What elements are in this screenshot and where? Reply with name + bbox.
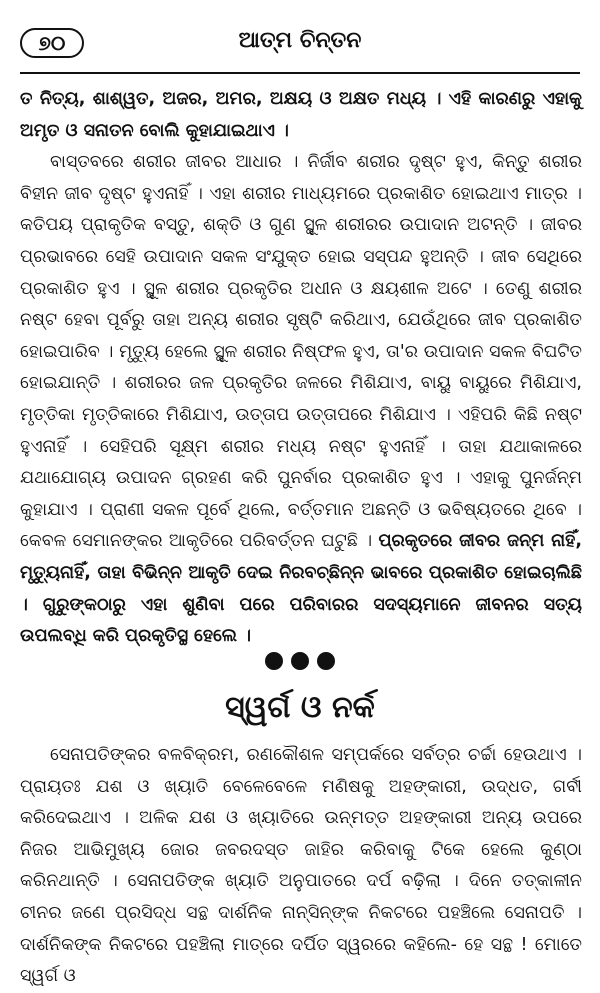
separator-dot-icon: [265, 652, 283, 670]
separator-dot-icon: [317, 652, 335, 670]
section-paragraph-1: ସେନାପତିଙ୍କର ବଳବିକ୍ରମ, ରଣକୌଶଳ ସମ୍ପର୍କରେ ସର୍ବତ୍ର ଚର୍ଚ୍ଚା ହେଉଥାଏ । ପ୍ରାୟତଃ ଯଶ ଓ ଖ୍ୟାତି ବେଳେବେଳେ ମଣିଷକୁ ଅହଙ୍କାରୀ, ଉଦ୍ଧତ, ଗର୍ବୀ କରିଦେଇଥାଏ । ଅଳିକ ଯଶ ଓ ଖ୍ୟାତିରେ ଉନ୍ମତ୍ତ ଅହଙ୍କାରୀ ଅନ୍ୟ ଉପରେ ନିଜର ଆଭିମୁଖ୍ୟ ଜୋର ଜବରଦସ୍ତ ଜାହିର କରିବାକୁ ଟିକେ ହେଲେ କୁଣ୍ଠା କରିନଥାନ୍ତି । ସେନାପତିଙ୍କ ଖ୍ୟାତି ଅନୁପାତରେ ଦର୍ପ ବଢ଼ିଲା । ଦିନେ ତତ୍କାଳୀନ ଚୀନର ଜଣେ ପ୍ରସିଦ୍ଧ ସନ୍ଥ ଦାର୍ଶନିକ ନାନ୍‌ସିନ୍‌ଙ୍କ ନିକଟରେ ପହଞ୍ଚିଲେ ସେନାପତି । ଦାର୍ଶନିକଙ୍କ ନିକଟରେ ପହଞ୍ଚିଲା ମାତ୍ରେ ଦର୍ପିତ ସ୍ୱରରେ କହିଲେ- ହେ ସନ୍ଥ ! ମୋତେ ସ୍ୱର୍ଗ ଓ: [20, 745, 582, 987]
paragraph-2: [20, 147, 582, 653]
section-separator: [0, 648, 600, 674]
running-title: ଆତ୍ମ ଚିନ୍ତନ: [238, 28, 362, 53]
page-number: ୭୦: [20, 28, 84, 58]
paragraph-2-bold: ପ୍ରକୃତରେ ଜୀବର ଜନ୍ମ ନାହିଁ, ମୃତ୍ୟୁନାହିଁ, ତାହା ବିଭିନ୍ନ ଆକୃତି ଦେଇ ନିରବଚ୍ଛିନ୍ନ ଭାବରେ ପ୍ରକାଶିତ ହୋଇଚାଲିଛି । ଗୁରୁଙ୍କଠାରୁ ଏହା ଶୁଣିବା ପରେ ପରିବାରର ସଦସ୍ୟମାନେ ଜୀବନର ସତ୍ୟ ଉପଲବ୍ଧି କରି ପ୍ରକୃତିସ୍ଥ ହେଲେ ।: [20, 531, 582, 647]
paragraph-2-regular: ବାସ୍ତବରେ ଶରୀର ଜୀବର ଆଧାର । ନିର୍ଜୀବ ଶରୀର ଦୃଷ୍ଟ ହୁଏ, କିନ୍ତୁ ଶରୀର ବିହୀନ ଜୀବ ଦୃଷ୍ଟ ହୁଏନାହିଁ । ଏହା ଶରୀର ମାଧ୍ୟମରେ ପ୍ରକାଶିତ ହୋଇଥାଏ ମାତ୍ର । କତିପୟ ପ୍ରାକୃତିକ ବସ୍ତୁ, ଶକ୍ତି ଓ ଗୁଣ ସ୍ଥୂଳ ଶରୀରର ଉପାଦାନ ଅଟନ୍ତି । ଜୀବର ପ୍ରଭାବରେ ସେହି ଉପାଦାନ ସକଳ ସଂଯୁକ୍ତ ହୋଇ ସସ୍ପନ୍ଦ ହୁଅନ୍ତି । ଜୀବ ସେଥିରେ ପ୍ରକାଶିତ ହୁଏ । ସ୍ଥୂଳ ଶରୀର ପ୍ରକୃତିର ଅଧୀନ ଓ କ୍ଷୟଶୀଳ ଅଟେ । ତେଣୁ ଶରୀର ନଷ୍ଟ ହେବା ପୂର୍ବରୁ ତାହା ଅନ୍ୟ ଶରୀର ସୃଷ୍ଟି କରିଥାଏ, ଯେଉଁଥିରେ ଜୀବ ପ୍ରକାଶିତ ହୋଇପାରିବ । ମୃତ୍ୟୁ ହେଲେ ସ୍ଥୂଳ ଶରୀର ନିଷ୍ଫଳ ହୁଏ, ତା'ର ଉପାଦାନ ସକଳ ବିଘଟିତ ହୋଇଯାନ୍ତି । ଶରୀରର ଜଳ ପ୍ରକୃତିର ଜଳରେ ମିଶିଯାଏ, ବାୟୁ ବାୟୁରେ ମିଶିଯାଏ, ମୃତ୍ତିକା ମୃତ୍ତିକାରେ ମିଶିଯାଏ, ଉତ୍ତାପ ଉତ୍ତାପରେ ମିଶିଯାଏ । ଏହିପରି କିଛି ନଷ୍ଟ ହୁଏନାହିଁ । ସେହିପରି ସୂକ୍ଷ୍ମ ଶରୀର ମଧ୍ୟ ନଷ୍ଟ ହୁଏନାହିଁ । ତାହା ଯଥାକାଳରେ ଯଥାଯୋଗ୍ୟ ଉପାଦନ ଗ୍ରହଣ କରି ପୁନର୍ବାର ପ୍ରକାଶିତ ହୁଏ । ଏହାକୁ ପୁନର୍ଜନ୍ମ କୁହାଯାଏ । ପ୍ରାଣୀ ସକଳ ପୂର୍ବେ ଥିଲେ, ବର୍ତ୍ତମାନ ଅଛନ୍ତି ଓ ଭବିଷ୍ୟତରେ ଥିବେ । କେବଳ ସେମାନଙ୍କର ଆକୃତିରେ ପରିବର୍ତ୍ତନ ଘଟୁଛି ।: [20, 152, 582, 552]
page-header: [20, 22, 580, 64]
body-text: [20, 84, 582, 653]
separator-dot-icon: [291, 652, 309, 670]
paragraph-1: ତ ନିତ୍ୟ, ଶାଶ୍ୱତ, ଅଜର, ଅମର, ଅକ୍ଷୟ ଓ ଅକ୍ଷତ ମଧ୍ୟ । ଏହି କାରଣରୁ ଏହାକୁ ଅମୃତ ଓ ସନାତନ ବୋଲି କୁହାଯାଇଥାଏ ।: [20, 89, 582, 141]
section-title: ସ୍ୱର୍ଗ ଓ ନର୍କ: [225, 690, 375, 725]
section-text: [20, 740, 582, 993]
header-rule: [20, 72, 580, 74]
